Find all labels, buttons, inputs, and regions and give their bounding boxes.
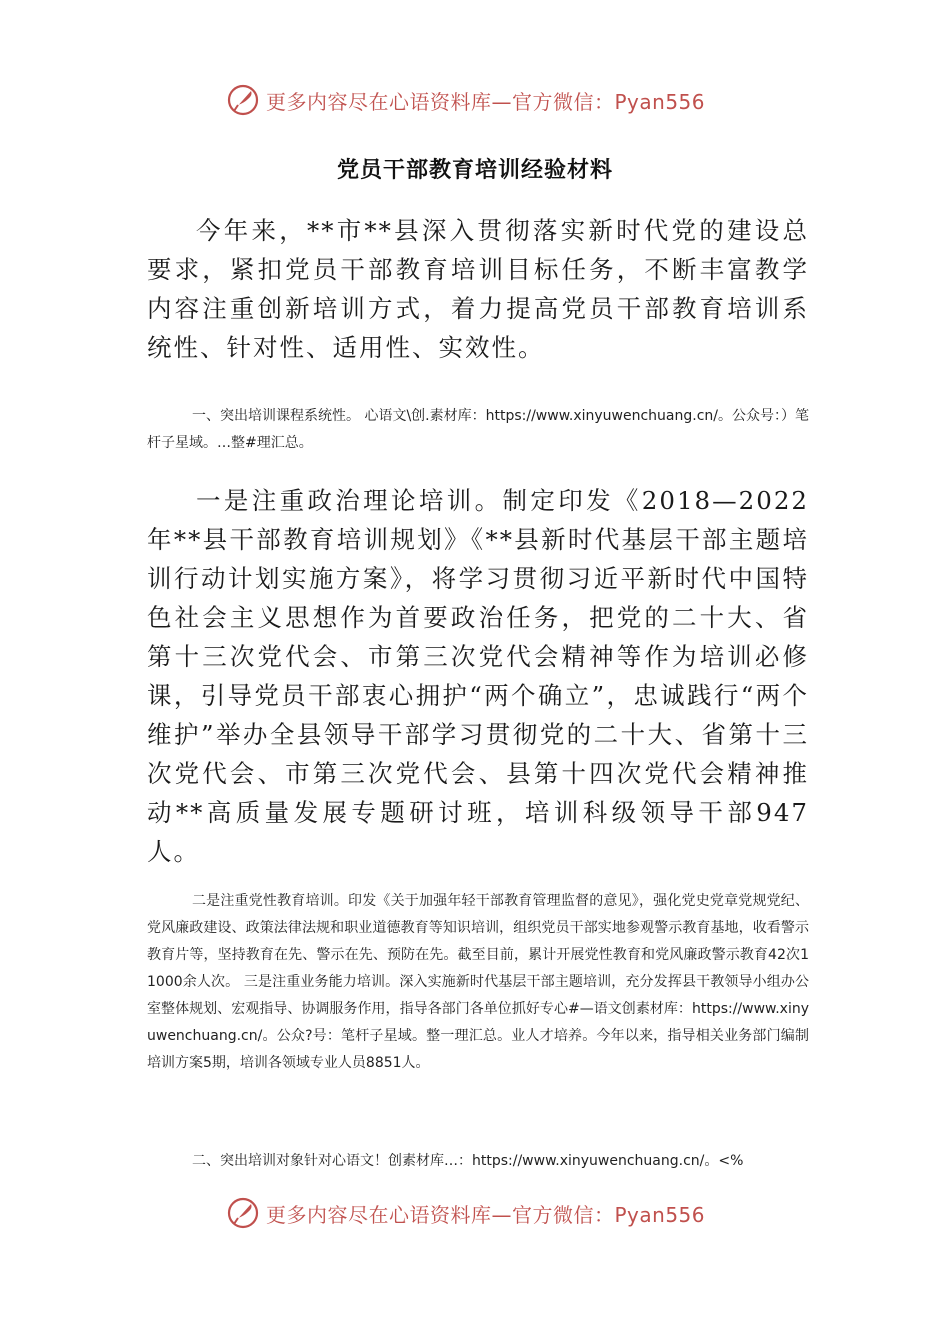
footer-banner [226, 1193, 726, 1233]
banner-text: 更多内容尽在心语资料库—官方微信：Pyan556 [266, 89, 706, 114]
party-spirit-paragraph: 二是注重党性教育培训。印发《关于加强年轻干部教育管理监督的意见》，强化党史党章党规党纪、党风廉政建设、政策法律法规和职业道德教育等知识培训，组织党员干部实地参观警示教育基地，收看警示教育片等，坚持教育在先、警示在先、预防在先。截至目前，累计开展党性教育和党风廉政警示教育42次11000余人次。 三是注重业务能力培训。深入实施新时代基层干部主题培训，充分发挥县干教领导小组办公室整体规划、宏观指导、协调服务作用，指导各部门各单位抓好专心#—语文创素材库：https://www.xinyuwenchuang.cn/。公众?号：笔杆子星域。整一理汇总。业人才培养。今年以来，指导相关业务部门编制培训方案5期，培训各领域专业人员8851人。 [147, 893, 809, 1071]
intro-paragraph: 今年来，**市**县深入贯彻落实新时代党的建设总要求，紧扣党员干部教育培训目标任务，不断丰富教学内容注重创新培训方式，着力提高党员干部教育培训系统性、针对性、适用性、实效性。 [147, 216, 809, 362]
banner-text: 更多内容尽在心语资料库—官方微信：Pyan556 [266, 1202, 706, 1227]
political-theory-paragraph: 一是注重政治理论培训。制定印发《2018—2022年**县干部教育培训规划》《**县新时代基层干部主题培训行动计划实施方案》，将学习贯彻习近平新时代中国特色社会主义思想作为首要政治任务，把党的二十大、省第十三次党代会、市第三次党代会精神等作为培训必修课，引导党员干部衷心拥护“两个确立”，忠诚践行“两个维护”举办全县领导干部学习贯彻党的二十大、省第十三次党代会、市第三次党代会、县第十四次党代会精神推动**高质量发展专题研讨班，培训科级领导干部947人。 [147, 486, 809, 866]
document-title: 党员干部教育培训经验材料 [336, 157, 613, 183]
section-heading-2: 二、突出培训对象针对心语文！创素材库…：https://www.xinyuwenchuang.cn/。<% [192, 1153, 744, 1169]
quill-logo-icon [226, 83, 260, 117]
quill-logo-icon [226, 1196, 260, 1230]
section-heading-1: 一、突出培训课程系统性。 心语文\创.素材库：https://www.xinyuwenchuang.cn/。公众号：）笔杆子星域。…整#理汇总。 [147, 408, 809, 451]
header-banner [226, 80, 726, 120]
